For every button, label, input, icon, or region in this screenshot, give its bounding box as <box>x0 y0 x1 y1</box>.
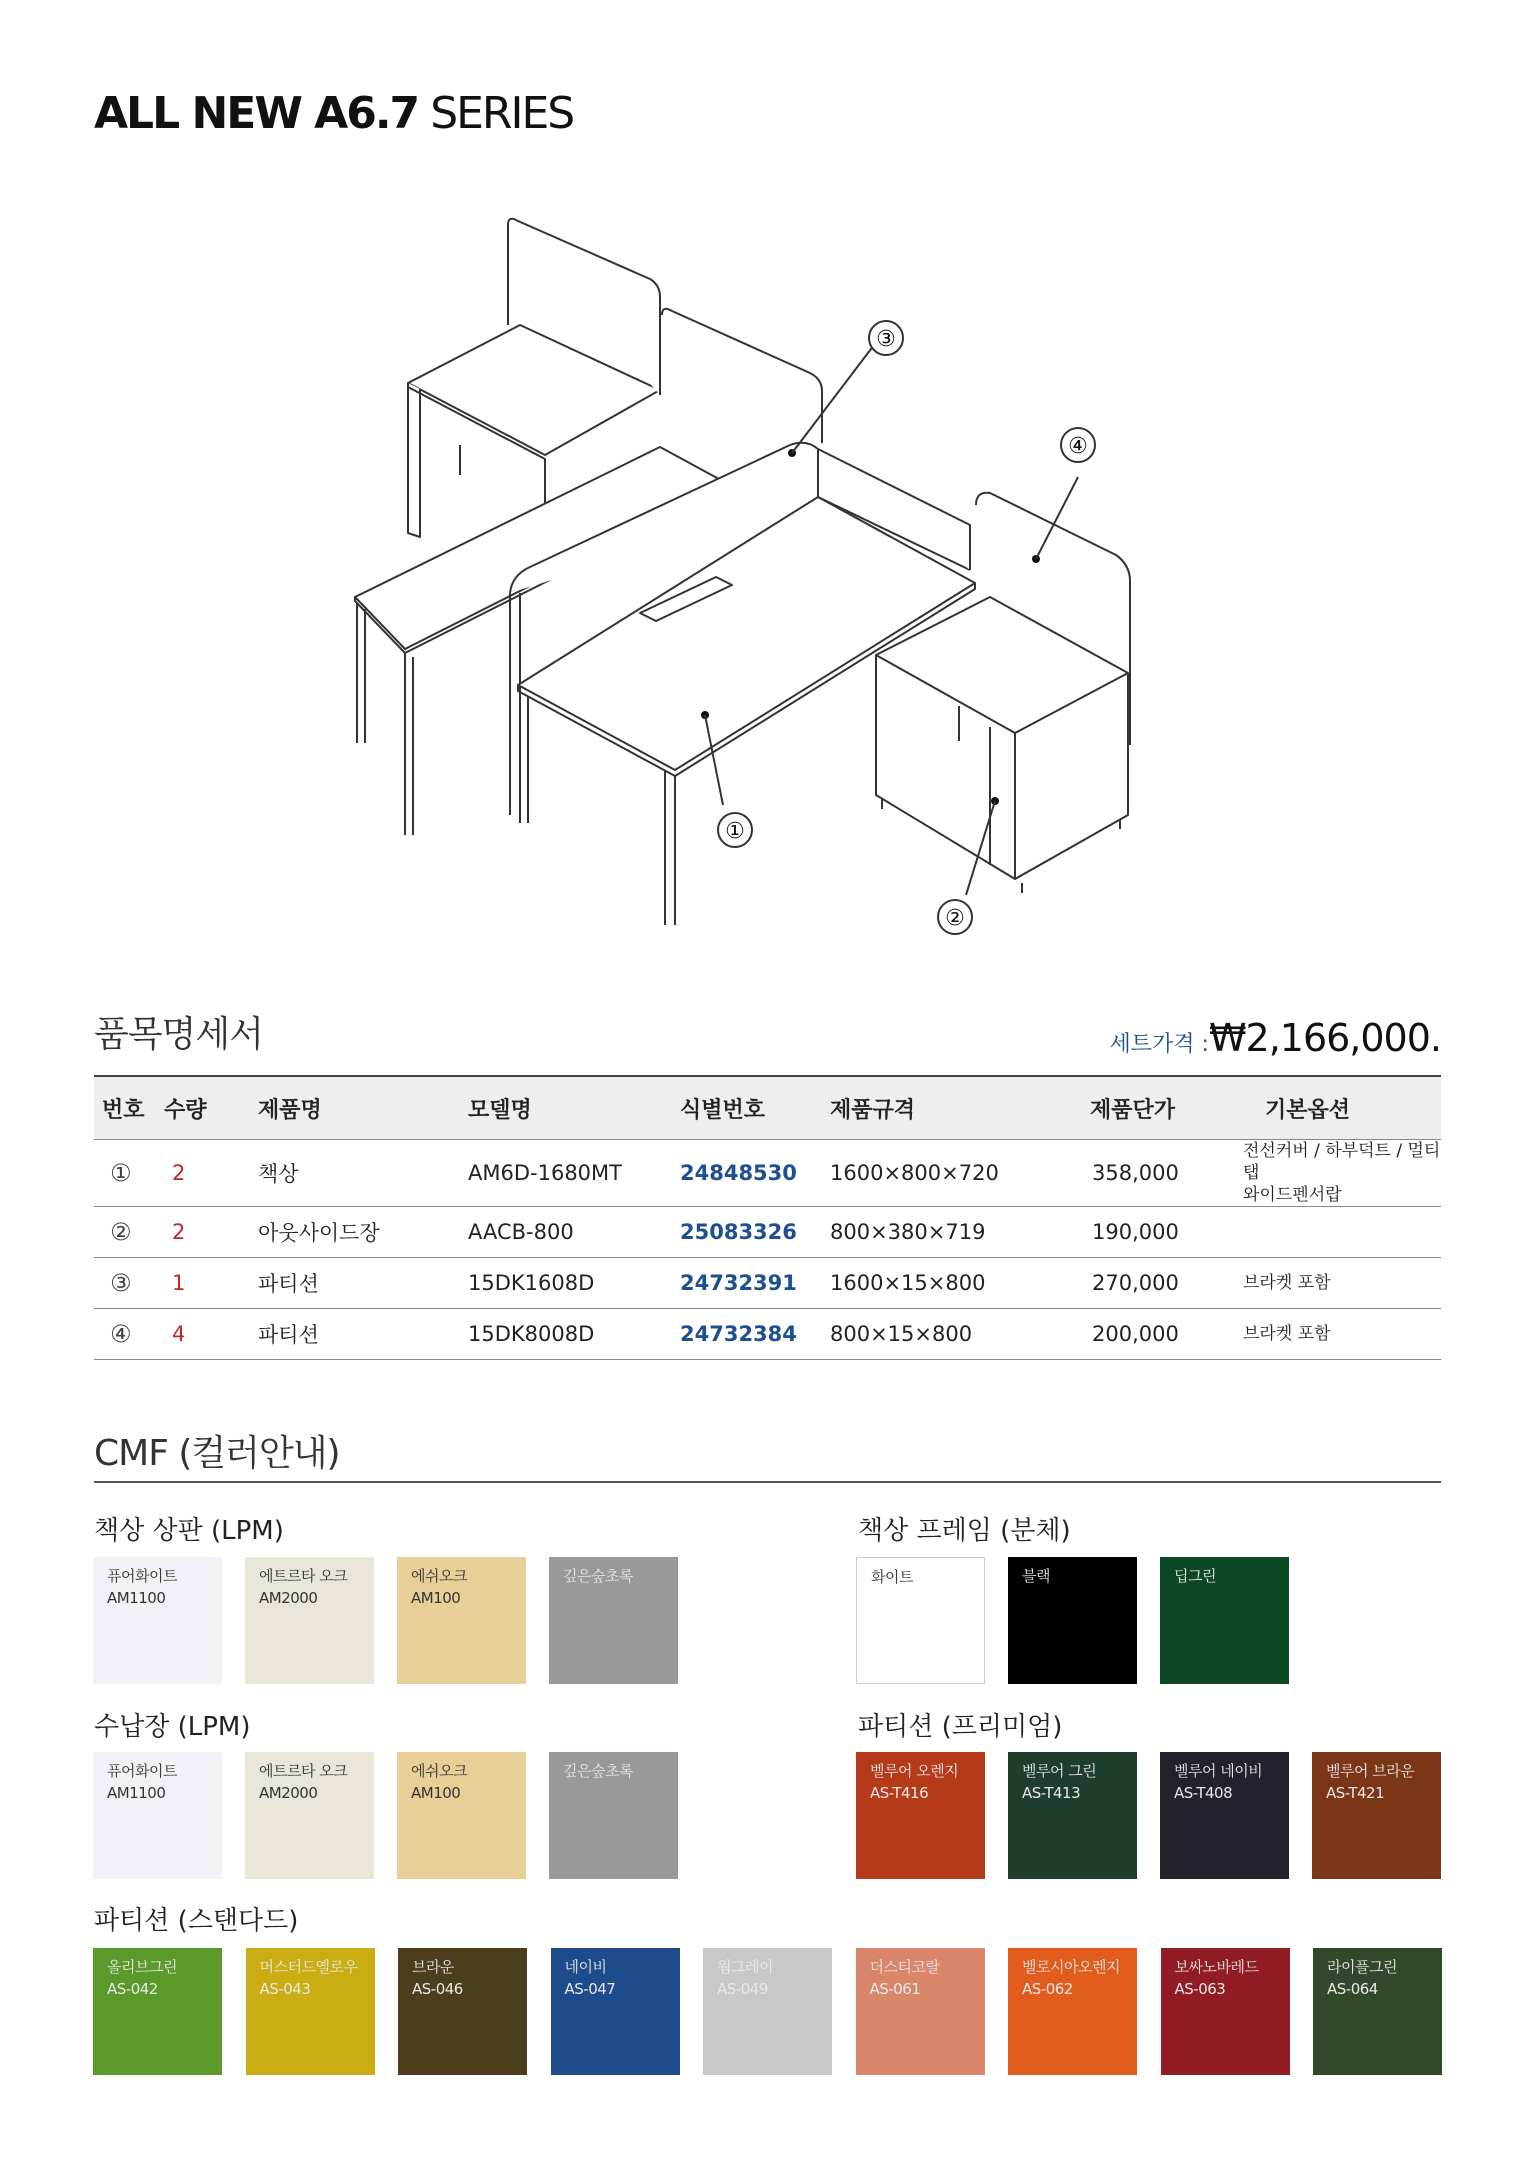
swatch-code: AM100 <box>411 1589 461 1607</box>
col-header: 제품단가 <box>1084 1076 1237 1140</box>
row-size: 1600×800×720 <box>822 1140 1084 1207</box>
cmf-title: CMF (컬러안내) <box>94 1433 340 1474</box>
row-option <box>1237 1140 1441 1207</box>
table-row <box>94 1207 1441 1258</box>
swatch-name: 깊은숲초록 <box>563 1567 633 1585</box>
partition-premium-title: 파티션 (프리미엄) <box>858 1712 1063 1742</box>
row-name: 파티션 <box>244 1258 454 1309</box>
row-qty: 4 <box>164 1309 244 1360</box>
color-swatch <box>93 1557 222 1684</box>
swatch-name: 벨로시아오렌지 <box>1022 1958 1120 1976</box>
title-light: SERIES <box>430 88 574 139</box>
desk-top-title: 책상 상판 (LPM) <box>94 1516 284 1546</box>
swatch-code: AS-T408 <box>1174 1784 1233 1802</box>
swatch-name: 라이플그린 <box>1327 1958 1397 1976</box>
color-swatch <box>398 1948 527 2075</box>
swatch-code: AM1100 <box>107 1784 166 1802</box>
swatch-name: 머스터드옐로우 <box>259 1958 358 1976</box>
page-title <box>94 88 573 139</box>
option-line: 와이드펜서랍 <box>1243 1185 1342 1205</box>
spec-table <box>94 1075 1441 1360</box>
swatch-name: 올리브그린 <box>107 1958 177 1976</box>
color-swatch <box>856 1948 985 2075</box>
title-bold: ALL NEW A6.7 <box>94 88 419 139</box>
swatch-code: AS-063 <box>1174 1980 1226 1998</box>
swatch-code: AS-064 <box>1327 1980 1378 1998</box>
cmf-divider <box>94 1481 1441 1483</box>
color-swatch <box>1161 1948 1290 2075</box>
swatch-code: AS-T421 <box>1326 1784 1385 1802</box>
col-header: 기본옵션 <box>1237 1076 1441 1140</box>
callout-2: ② <box>945 906 965 931</box>
partition-standard-title: 파티션 (스탠다드) <box>94 1906 299 1936</box>
table-row <box>94 1140 1441 1207</box>
swatch-name: 벨루어 오렌지 <box>870 1762 959 1780</box>
row-no: ② <box>94 1207 164 1258</box>
color-swatch <box>245 1752 374 1879</box>
color-swatch <box>246 1948 375 2075</box>
row-no: ④ <box>94 1309 164 1360</box>
swatch-code: AS-061 <box>869 1980 921 1998</box>
option-line: 전선커버 / 하부덕트 / 멀티탭 <box>1243 1141 1441 1183</box>
row-option: 브라켓 포함 <box>1237 1258 1441 1309</box>
row-code: 24732391 <box>664 1258 822 1309</box>
color-swatch <box>1008 1948 1137 2075</box>
col-header: 수량 <box>164 1076 244 1140</box>
color-swatch <box>93 1948 222 2075</box>
swatch-name: 벨루어 브라운 <box>1326 1762 1415 1780</box>
furniture-drawing <box>330 215 1150 935</box>
row-size: 800×380×719 <box>822 1207 1084 1258</box>
swatch-name: 웜그레이 <box>717 1958 773 1976</box>
swatch-name: 에트르타 오크 <box>259 1762 348 1780</box>
row-code: 24732384 <box>664 1309 822 1360</box>
color-swatch <box>1312 1752 1441 1879</box>
col-header: 모델명 <box>454 1076 664 1140</box>
col-header: 제품명 <box>244 1076 454 1140</box>
color-swatch <box>856 1752 985 1879</box>
row-no: ① <box>94 1140 164 1207</box>
swatch-name: 보싸노바레드 <box>1174 1958 1259 1976</box>
swatch-code: AS-043 <box>259 1980 311 1998</box>
row-code: 24848530 <box>664 1140 822 1207</box>
row-size: 1600×15×800 <box>822 1258 1084 1309</box>
swatch-code: AS-046 <box>412 1980 463 1998</box>
swatch-name: 퓨어화이트 <box>107 1567 177 1585</box>
desk-frame-title: 책상 프레임 (분체) <box>858 1516 1071 1546</box>
color-swatch <box>703 1948 832 2075</box>
swatch-name: 퓨어화이트 <box>107 1762 177 1780</box>
swatch-code: AS-T416 <box>870 1784 929 1802</box>
row-model: AACB-800 <box>454 1207 664 1258</box>
swatch-code: AM2000 <box>259 1784 318 1802</box>
row-no: ③ <box>94 1258 164 1309</box>
swatch-name: 에쉬오크 <box>411 1567 467 1585</box>
row-qty: 1 <box>164 1258 244 1309</box>
swatch-code: AS-049 <box>717 1980 768 1998</box>
row-price: 200,000 <box>1084 1309 1237 1360</box>
swatch-name: 벨루어 네이비 <box>1174 1762 1263 1780</box>
color-swatch <box>549 1752 678 1879</box>
row-qty: 2 <box>164 1207 244 1258</box>
row-model: 15DK8008D <box>454 1309 664 1360</box>
row-name: 파티션 <box>244 1309 454 1360</box>
row-name: 아웃사이드장 <box>244 1207 454 1258</box>
swatch-name: 에쉬오크 <box>411 1762 467 1780</box>
col-header: 제품규격 <box>822 1076 1084 1140</box>
table-row <box>94 1258 1441 1309</box>
swatch-code: AS-047 <box>564 1980 616 1998</box>
col-header: 식별번호 <box>664 1076 822 1140</box>
table-header-row <box>94 1076 1441 1140</box>
callout-3: ③ <box>876 327 896 352</box>
row-option <box>1237 1207 1441 1258</box>
swatch-name: 브라운 <box>412 1958 454 1976</box>
set-price-label: 세트가격 : <box>1109 1032 1209 1057</box>
set-price-value: ₩2,166,000. <box>1208 1016 1441 1060</box>
color-swatch <box>1008 1752 1137 1879</box>
row-qty: 2 <box>164 1140 244 1207</box>
color-swatch <box>551 1948 680 2075</box>
table-row <box>94 1309 1441 1360</box>
color-swatch <box>93 1752 222 1879</box>
row-price: 358,000 <box>1084 1140 1237 1207</box>
color-swatch <box>397 1557 526 1684</box>
color-swatch <box>397 1752 526 1879</box>
swatch-name: 깊은숲초록 <box>563 1762 633 1780</box>
swatch-name: 더스티코랄 <box>869 1958 940 1976</box>
callout-1: ① <box>725 819 745 844</box>
color-swatch <box>245 1557 374 1684</box>
swatch-name: 네이비 <box>564 1958 607 1976</box>
swatch-name: 블랙 <box>1022 1567 1050 1585</box>
swatch-code: AS-062 <box>1022 1980 1073 1998</box>
color-swatch <box>1008 1557 1137 1684</box>
color-swatch <box>856 1557 985 1684</box>
row-model: AM6D-1680MT <box>454 1140 664 1207</box>
callout-4: ④ <box>1068 434 1088 459</box>
swatch-name: 화이트 <box>871 1568 913 1586</box>
spec-title: 품목명세서 <box>94 1014 263 1055</box>
color-swatch <box>1160 1752 1289 1879</box>
row-price: 270,000 <box>1084 1258 1237 1309</box>
swatch-code: AS-T413 <box>1022 1784 1081 1802</box>
row-price: 190,000 <box>1084 1207 1237 1258</box>
swatch-name: 벨루어 그린 <box>1022 1762 1097 1780</box>
color-swatch <box>1160 1557 1289 1684</box>
swatch-code: AM2000 <box>259 1589 318 1607</box>
swatch-code: AM1100 <box>107 1589 166 1607</box>
row-size: 800×15×800 <box>822 1309 1084 1360</box>
row-option: 브라켓 포함 <box>1237 1309 1441 1360</box>
set-price <box>1110 1016 1441 1060</box>
swatch-name: 딥그린 <box>1174 1567 1216 1585</box>
row-code: 25083326 <box>664 1207 822 1258</box>
color-swatch <box>549 1557 678 1684</box>
swatch-name: 에트르타 오크 <box>259 1567 348 1585</box>
row-model: 15DK1608D <box>454 1258 664 1309</box>
swatch-code: AM100 <box>411 1784 461 1802</box>
color-swatch <box>1313 1948 1442 2075</box>
col-header: 번호 <box>94 1076 164 1140</box>
storage-title: 수납장 (LPM) <box>94 1712 251 1742</box>
row-name: 책상 <box>244 1140 454 1207</box>
swatch-code: AS-042 <box>107 1980 158 1998</box>
